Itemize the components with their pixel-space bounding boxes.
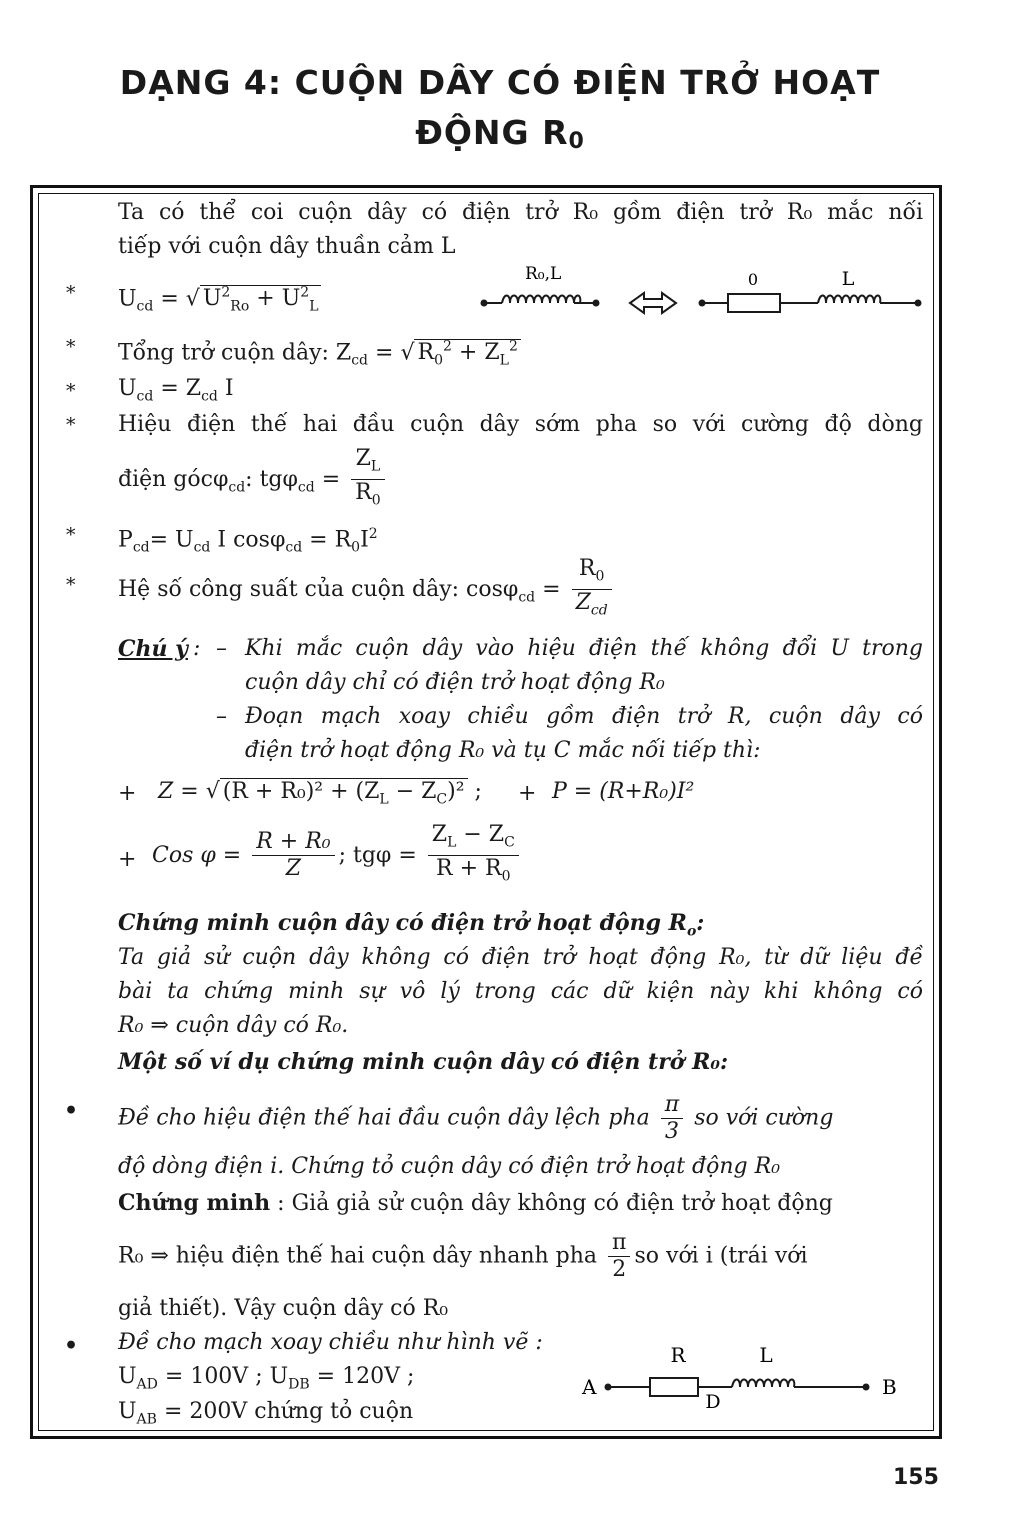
bullet-star: * [66, 282, 76, 304]
zcd-formula: Tổng trở cuộn dây: $Z_{cd}$ = √ $R_0^2 + Z_L^2$ [118, 332, 521, 376]
power-factor-formula: Hệ số công suất của cuộn dây: cosφ$_{cd}$ = $\frac{R_0}{Z_{cd}}$ [118, 556, 616, 624]
equivalence-arrow-icon [630, 293, 676, 313]
proof-1-line-2: R₀ ⇒ hiệu điện thế hai cuộn dây nhanh pha $\frac{\pi}{2}$ so với i (trái với [118, 1230, 808, 1282]
resistor-label: R [670, 1343, 686, 1367]
example-1-line-2: độ dòng điện i. Chứng tỏ cuộn dây có điện trở hoạt động R₀ [118, 1154, 781, 1179]
coil-label: R₀,L [525, 264, 562, 284]
page-title: DẠNG 4: CUỘN DÂY CÓ ĐIỆN TRỞ HOẠT [119, 63, 881, 102]
proof-1-line-3: giả thiết). Vậy cuộn dây có R₀ [118, 1296, 449, 1321]
resistor-label: 0 [747, 270, 759, 289]
circuit-diagram [570, 1340, 910, 1420]
proof-heading: Chứng minh cuộn dây có điện trở hoạt động $R_o$: [118, 910, 705, 940]
impedance-formula: Z = √ $(R + R_0)^2 + (Z_L - Z_C)^2$ ; [158, 779, 482, 808]
ucd-formula: $U_{cd}$ = √ $U^2_{Ro} + U^2_L$ [118, 278, 321, 322]
bullet-star: * [66, 414, 76, 436]
node-b-label: B [882, 1375, 897, 1399]
intro-line-2: tiếp với cuộn dây thuần cảm L [118, 234, 456, 259]
plus-marker: + [518, 781, 537, 806]
phase-line-1: Hiệu điện thế hai đầu cuộn dây sớm pha so với cường độ dòng [118, 412, 923, 437]
examples-heading: Một số ví dụ chứng minh cuộn dây có điện trở R₀: [118, 1049, 729, 1075]
note-dash-2: – [216, 704, 227, 729]
proof-line-2: bài ta chứng minh sự vô lý trong các dữ kiện này khi không có [118, 979, 923, 1004]
page-number: 155 [893, 1465, 939, 1490]
example-2-line-1: Đề cho mạch xoay chiều như hình vẽ : [118, 1330, 543, 1355]
cos-tg-formula: Cos φ = $\frac{\text{R + R₀}}{Z}$ ; tgφ = $\frac{Z_L - Z_C}{R + R_0}$ [152, 822, 523, 890]
note-item-2-line-1: Đoạn mạch xoay chiều gồm điện trở R, cuộn dây có [245, 704, 923, 729]
proof-1: Chứng minh : Giả giả sử cuộn dây không có điện trở hoạt động [118, 1190, 833, 1216]
inductor-icon [818, 296, 880, 304]
page-title-line2: ĐỘNG $R_0$ [415, 113, 585, 154]
bullet-star: * [66, 380, 76, 402]
node-a-label: A [582, 1375, 597, 1399]
inductor-label: L [841, 268, 855, 290]
intro-line-1: Ta có thể coi cuộn dây có điện trở R₀ gồm điện trở R₀ mắc nối [118, 200, 923, 225]
bullet-dot: • [64, 1333, 79, 1359]
power-formula: $P_{cd}= U_{cd}$ I $\cos\varphi_{cd} = R_0I^2$ [118, 526, 378, 556]
note-label: Chú ý [118, 636, 188, 662]
example-2-line-3: $U_{AB} = 200V$ chứng tỏ cuộn [118, 1399, 414, 1428]
phase-line-2: điện gócφ$_{cd}$: tgφ$_{cd}$ = $\frac{Z_L}{R_0}$ [118, 446, 389, 514]
ohm-law-formula: $U_{cd} = Z_{cd}$ I [118, 376, 234, 405]
note-item-1-line-1: Khi mắc cuộn dây vào hiệu điện thế không đổi U trong [245, 636, 923, 661]
bullet-star: * [66, 524, 76, 546]
proof-line-1: Ta giả sử cuộn dây không có điện trở hoạt động R₀, từ dữ liệu đề [118, 945, 923, 970]
note-colon: : [193, 636, 201, 661]
resistor-icon [728, 294, 780, 312]
coil-inductor-icon [502, 296, 580, 304]
bullet-star: * [66, 574, 76, 596]
power-total-formula: P = (R+R₀)I² [552, 779, 695, 804]
example-1-line-1: Đề cho hiệu điện thế hai đầu cuộn dây lệch pha $\frac{\pi}{3}$ so với cường [118, 1092, 834, 1144]
plus-marker: + [118, 847, 137, 872]
bullet-star: * [66, 336, 76, 358]
note-item-2-line-2: điện trở hoạt động R₀ và tụ C mắc nối tiếp thì: [245, 738, 761, 763]
inductor-icon [732, 1380, 794, 1388]
inductor-label: L [759, 1343, 773, 1367]
proof-line-3: R₀ ⇒ cuộn dây có R₀. [118, 1013, 349, 1038]
bullet-dot: • [64, 1098, 79, 1124]
coil-equivalence-diagram [470, 255, 930, 330]
plus-marker: + [118, 781, 137, 806]
example-2-line-2: $U_{AD} = 100V$ ; $U_{DB} = 120V$ ; [118, 1364, 415, 1393]
note-item-1-line-2: cuộn dây chỉ có điện trở hoạt động R₀ [245, 670, 665, 695]
node-d-label: D [705, 1391, 721, 1413]
resistor-icon [650, 1378, 698, 1396]
note-dash-1: – [216, 636, 227, 661]
